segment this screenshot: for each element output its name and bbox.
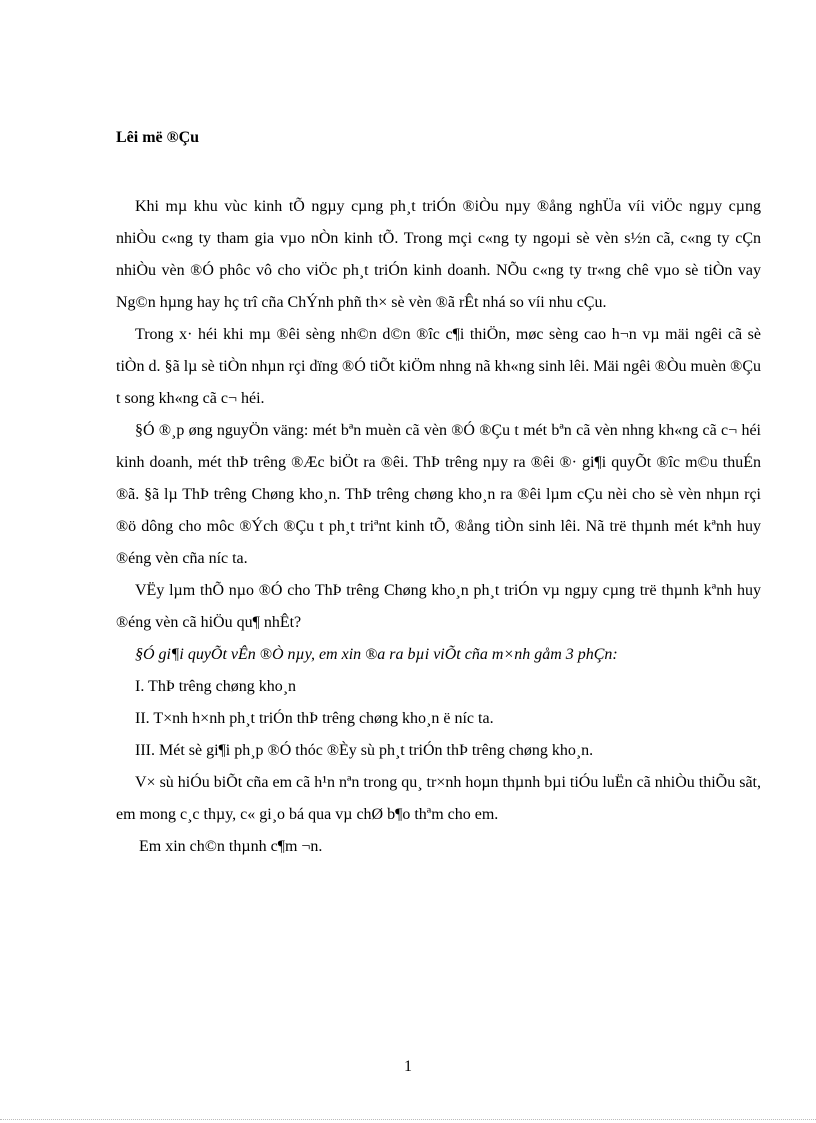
paragraph-thanks: Em xin ch©n thµnh c¶m ¬n. (139, 838, 323, 855)
paragraph-society: Trong x· héi khi mµ ®êi sèng nh©n d©n ®îc c¶i thiÖn, møc sèng cao h¬n vµ mäi ngêi cã sè tiÒn d. §ã lµ sè tiÒn nhµn rçi dïng ®Ó tiÕt kiÖm nhng nã kh«ng sinh lêi. Mäi ngêi ®Òu muèn ®Çu t song kh«ng cã c¬ héi. (116, 326, 761, 407)
paragraph-outline-intro: §Ó gi¶i quyÕt vÊn ®Ò nµy, em xin ®a ra bµi viÕt cña m×nh gåm 3 phÇn: (135, 646, 618, 663)
page-bottom-divider (0, 1119, 816, 1120)
outline-item-1: I. ThÞ trêng chøng kho¸n (135, 678, 297, 695)
document-body (116, 191, 761, 863)
outline-item-2: II. T×nh h×nh ph¸t triÓn thÞ trêng chøng kho¸n ë níc ta. (135, 710, 494, 727)
document-heading: Lêi më ®Çu (116, 129, 200, 146)
paragraph-market: §Ó ®¸p øng nguyÖn väng: mét bªn muèn cã vèn ®Ó ®Çu t mét bªn cã vèn nhng kh«ng cã c¬ héi kinh doanh, mét thÞ trêng ®Æc biÖt ra ®êi. ThÞ trêng nµy ra ®êi ®· gi¶i quyÕt ®îc m©u thuÉn ®ã. §ã lµ ThÞ trêng Chøng kho¸n. ThÞ trêng chøng kho¸n ra ®êi lµm cÇu nèi cho sè vèn nhµn rçi ®ö dông cho môc ®Ých ®Çu t ph¸t triªnt kinh tÕ, ®ång tiÒn sinh lêi. Nã trë thµnh mét kªnh huy ®éng vèn cña níc ta. (116, 422, 761, 567)
paragraph-apology: V× sù hiÓu biÕt cña em cã h¹n nªn trong qu¸ tr×nh hoµn thµnh bµi tiÓu luËn cã nhiÒu thiÕu sãt, em mong c¸c thµy, c« gi¸o bá qua vµ chØ b¶o thªm cho em. (116, 774, 761, 823)
paragraph-question: VËy lµm thÕ nµo ®Ó cho ThÞ trêng Chøng kho¸n ph¸t triÓn vµ ngµy cµng trë thµnh kªnh huy ®éng vèn cã hiÖu qu¶ nhÊt? (116, 582, 761, 631)
paragraph-intro: Khi mµ khu vùc kinh tÕ ngµy cµng ph¸t triÓn ®iÒu nµy ®ång nghÜa víi viÖc ngµy cµng nhiÒu c«ng ty tham gia vµo nÒn kinh tÕ. Trong mçi c«ng ty ngoµi sè vèn s½n cã, c«ng ty cÇn nhiÒu vèn ®Ó phôc vô cho viÖc ph¸t triÓn kinh doanh. NÕu c«ng ty tr«ng chê vµo sè tiÒn vay Ng©n hµng hay hç trî cña ChÝnh phñ th× sè vèn ®ã rÊt nhá so víi nhu cÇu. (116, 198, 761, 311)
page-number: 1 (404, 1058, 412, 1075)
outline-item-3: III. Mét sè gi¶i ph¸p ®Ó thóc ®Èy sù ph¸t triÓn thÞ trêng chøng kho¸n. (135, 742, 594, 759)
